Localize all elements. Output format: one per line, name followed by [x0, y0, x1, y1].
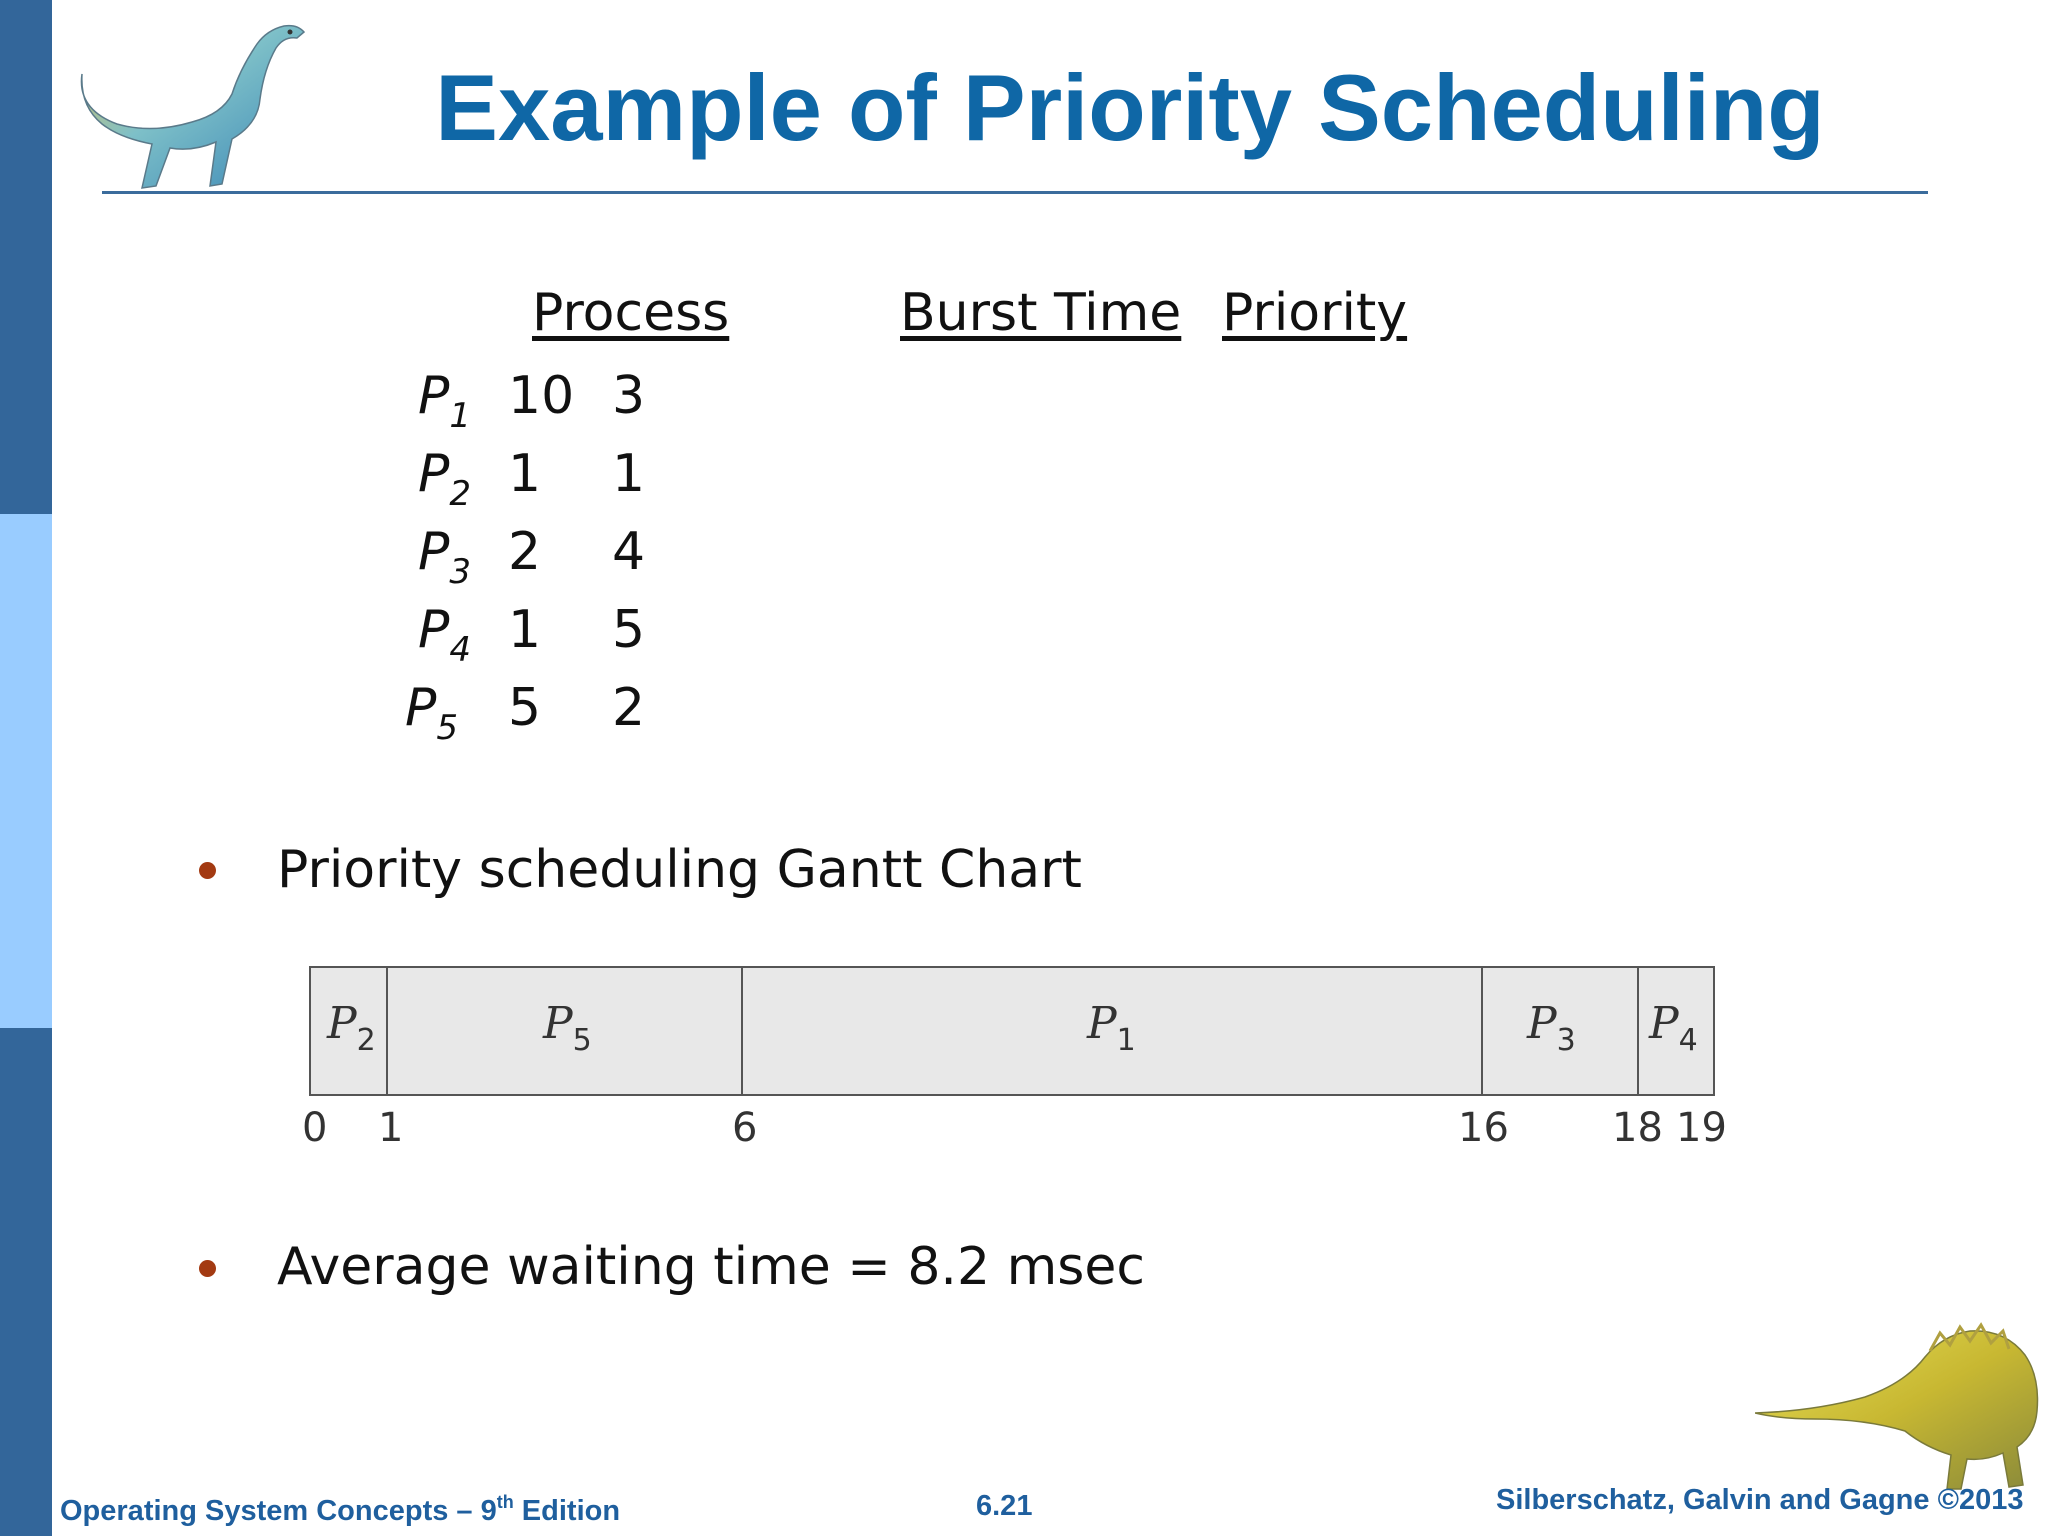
- priority-value: 2: [612, 678, 646, 738]
- gantt-segment-label: $P_3$: [1527, 998, 1576, 1058]
- gantt-tick-label: 16: [1458, 1105, 1509, 1151]
- burst-time-value: 5: [508, 678, 542, 738]
- gantt-segment-label: $P_4$: [1649, 998, 1698, 1058]
- process-name: $P_3$: [418, 522, 471, 592]
- bullet-dot: [199, 862, 216, 879]
- gantt-chart: [309, 966, 1715, 1096]
- process-name: $P_2$: [418, 444, 471, 514]
- bullet-gantt-heading: Priority scheduling Gantt Chart: [277, 840, 1082, 900]
- dinosaur-icon: [1755, 1315, 2045, 1495]
- footer-book-title: Operating System Concepts – 9th Edition: [60, 1492, 621, 1527]
- priority-value: 5: [612, 600, 646, 660]
- process-row: [0, 678, 900, 754]
- gantt-tick-label: 1: [378, 1105, 404, 1151]
- burst-time-value: 2: [508, 522, 542, 582]
- process-row: [0, 600, 900, 676]
- burst-time-value: 10: [508, 366, 575, 426]
- header-burst-time: Burst Time: [900, 283, 1182, 343]
- process-row: [0, 366, 900, 442]
- footer-page-number: 6.21: [976, 1490, 1033, 1522]
- dinosaur-icon: [72, 14, 322, 194]
- page-title: Example of Priority Scheduling: [435, 55, 1825, 160]
- footer-copyright: Silberschatz, Galvin and Gagne ©2013: [1496, 1484, 2024, 1516]
- gantt-segment-label: $P_2$: [327, 998, 376, 1058]
- gantt-tick-label: 6: [732, 1105, 758, 1151]
- gantt-tick-label: 19: [1676, 1105, 1727, 1151]
- header-process: Process: [532, 283, 730, 343]
- gantt-tick-label: 0: [302, 1105, 328, 1151]
- gantt-divider: [1481, 968, 1483, 1094]
- gantt-divider: [386, 968, 388, 1094]
- process-name: $P_5$: [405, 678, 458, 748]
- burst-time-value: 1: [508, 444, 542, 504]
- bullet-dot: [199, 1260, 216, 1277]
- priority-value: 3: [612, 366, 646, 426]
- gantt-segment-label: $P_1$: [1087, 998, 1136, 1058]
- priority-value: 1: [612, 444, 646, 504]
- gantt-divider: [741, 968, 743, 1094]
- header-priority: Priority: [1222, 283, 1408, 343]
- process-row: [0, 444, 900, 520]
- sidebar-stripe: [0, 0, 52, 1536]
- process-row: [0, 522, 900, 598]
- process-name: $P_1$: [418, 366, 471, 436]
- bullet-average-waiting-time: Average waiting time = 8.2 msec: [277, 1237, 1145, 1297]
- priority-value: 4: [612, 522, 646, 582]
- gantt-segment-label: $P_5$: [543, 998, 592, 1058]
- gantt-tick-label: 18: [1612, 1105, 1663, 1151]
- sidebar-stripe-bottom: [0, 1028, 52, 1536]
- burst-time-value: 1: [508, 600, 542, 660]
- process-name: $P_4$: [418, 600, 471, 670]
- gantt-divider: [1637, 968, 1639, 1094]
- title-underline: [102, 191, 1928, 194]
